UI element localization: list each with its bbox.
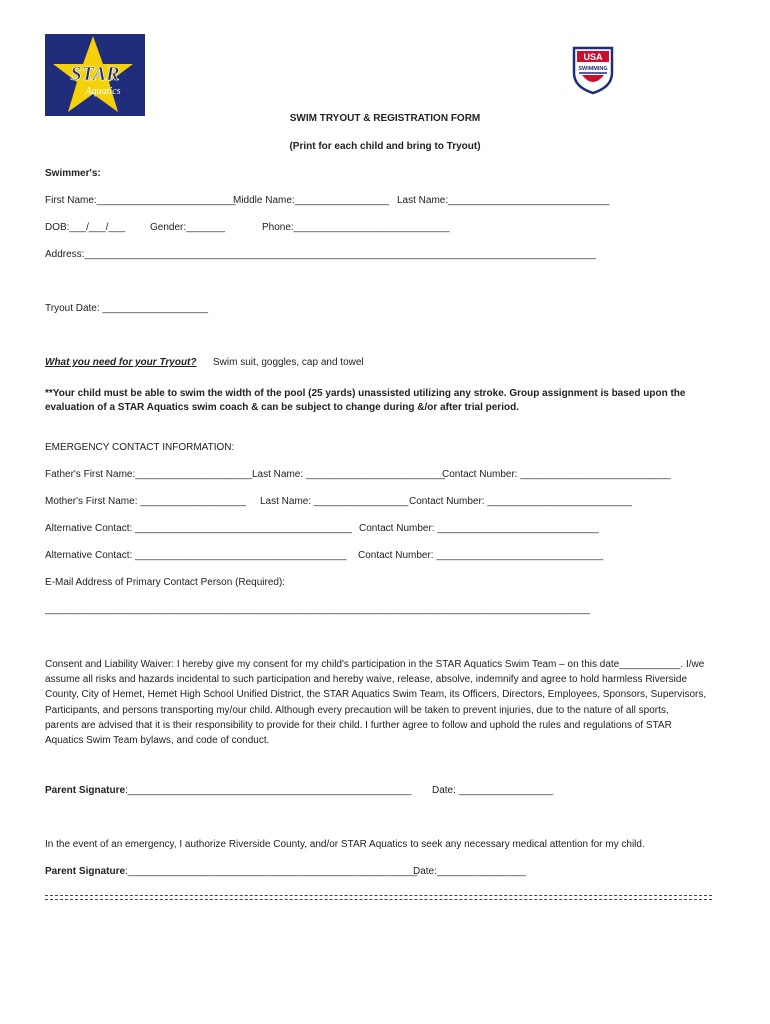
email-field[interactable]: __________________________________________________________________________________________________ — [45, 604, 591, 615]
waiver-line: assume all risks and hazards incidental to such participation and hereby waive, release, absolve, indemnify and agree to hold harmless Riverside — [45, 674, 688, 686]
gender-field[interactable]: Gender:_______ — [150, 222, 226, 233]
mother-contact-field[interactable]: Contact Number: __________________________ — [409, 496, 632, 507]
star-icon — [45, 34, 145, 116]
father-first-name-field[interactable]: Father's First Name:_____________________ — [45, 469, 253, 480]
form-title: SWIM TRYOUT & REGISTRATION FORM — [289, 113, 481, 124]
mother-last-name-field[interactable]: Last Name: _________________ — [260, 496, 409, 507]
tryout-needs-label: What you need for your Tryout? — [45, 357, 197, 368]
usa-text: USA — [583, 52, 603, 62]
medical-authorization: In the event of an emergency, I authorize Riverside County, and/or STAR Aquatics to seek any necessary medical attention for my child. — [45, 839, 645, 850]
waiver-line: Aquatics Swim Team bylaws, and code of conduct. — [45, 735, 270, 747]
middle-name-field[interactable]: Middle Name:_________________ — [233, 195, 390, 206]
email-label: E-Mail Address of Primary Contact Person (Required): — [45, 577, 286, 588]
signature-date-field[interactable]: Date: _________________ — [432, 785, 554, 796]
waiver-line: Participants, and persons transporting my/our child. Although every precaution will be taken to prevent injuries, due to the nature of all sports, — [45, 704, 669, 716]
father-contact-field[interactable]: Contact Number: ___________________________ — [442, 469, 671, 480]
alternative-contact-1-field[interactable]: Alternative Contact: _______________________________________ — [45, 523, 352, 534]
parent-signature-row-2 — [45, 865, 417, 878]
parent-signature-row-1 — [45, 784, 411, 797]
star-logo-text: STAR — [70, 63, 120, 85]
dob-field[interactable]: DOB:___/___/___ — [45, 222, 126, 233]
alternative-contact-1-number[interactable]: Contact Number: _____________________________ — [359, 523, 599, 534]
alternative-contact-2-field[interactable]: Alternative Contact: ______________________________________ — [45, 550, 347, 561]
father-last-name-field[interactable]: Last Name: _________________________ — [252, 469, 445, 480]
phone-field[interactable]: Phone:____________________________ — [262, 222, 450, 233]
swimming-text: SWIMMING — [578, 66, 608, 72]
parent-signature-label: Parent Signature — [45, 866, 126, 877]
swim-requirement-note-1: **Your child must be able to swim the width of the pool (25 yards) unassisted utilizing any stroke. Group assignment is based upon the — [45, 388, 686, 399]
first-name-field[interactable]: First Name:_________________________ — [45, 195, 236, 206]
waiver-line: County, City of Hemet, Hemet High School Unified District, the STAR Aquatics Swim Team, its Officers, Directors, Employees, Sponsors, Supervisors, — [45, 689, 707, 701]
address-field[interactable]: Address:____________________________________________________________________________________________ — [45, 249, 597, 260]
tryout-date-field[interactable]: Tryout Date: ___________________ — [45, 303, 209, 314]
swimmer-heading: Swimmer's: — [45, 168, 101, 179]
parent-signature-field[interactable]: :___________________________________________________ — [125, 785, 412, 796]
tryout-needs-value: Swim suit, goggles, cap and towel — [213, 357, 364, 368]
last-name-field[interactable]: Last Name:_____________________________ — [397, 195, 610, 206]
mother-first-name-field[interactable]: Mother's First Name: ___________________ — [45, 496, 246, 507]
cut-line-divider — [45, 895, 712, 900]
parent-signature-label: Parent Signature — [45, 785, 126, 796]
waiver-line: parents are advised that it is their responsibility to provide for their child. I further agree to follow and uphold the rules and regulations of STAR — [45, 719, 672, 731]
waiver-line: Consent and Liability Waiver: I hereby give my consent for my child's participation in the STAR Aquatics Swim Team – on this date___________. I/we — [45, 659, 705, 670]
star-aquatics-logo — [45, 34, 145, 116]
signature-date-field[interactable]: Date:________________ — [413, 866, 526, 877]
alternative-contact-2-number[interactable]: Contact Number: ______________________________ — [358, 550, 604, 561]
swim-requirement-note-2: evaluation of a STAR Aquatics swim coach & can be subject to change during &/or after trial period. — [45, 402, 519, 413]
emergency-heading: EMERGENCY CONTACT INFORMATION: — [45, 442, 235, 453]
liability-waiver — [45, 657, 725, 748]
usa-swimming-logo — [568, 45, 618, 95]
parent-signature-field[interactable]: :____________________________________________________ — [125, 866, 418, 877]
aquatics-logo-text: Aquatics — [85, 86, 121, 97]
form-subtitle: (Print for each child and bring to Tryout) — [289, 141, 481, 152]
usa-swimming-icon — [568, 45, 618, 95]
